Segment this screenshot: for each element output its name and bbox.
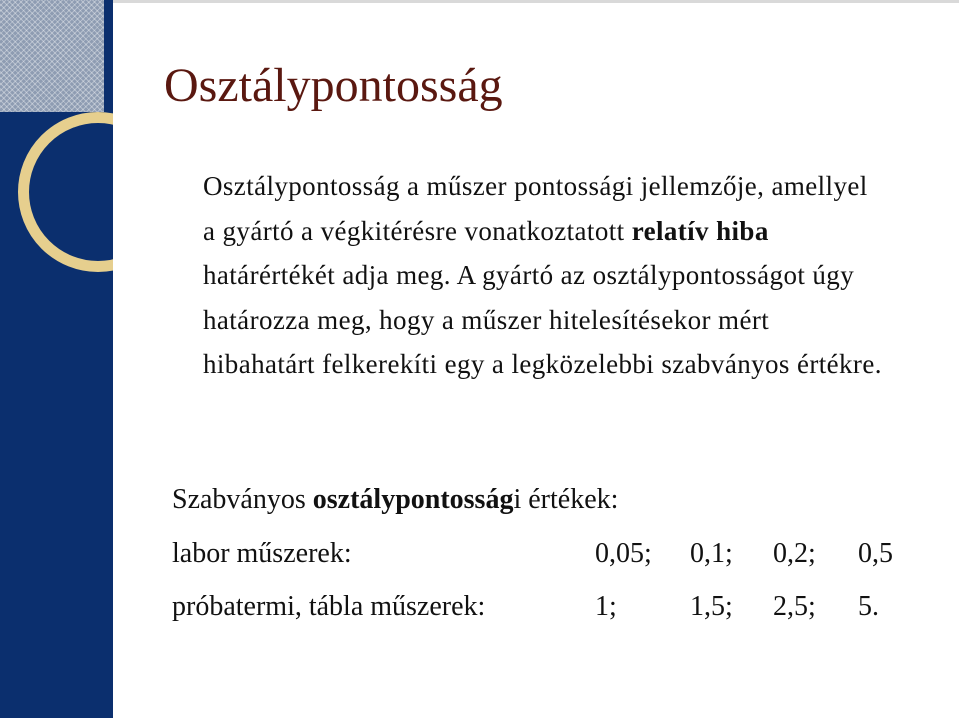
row-label: labor műszerek: bbox=[172, 538, 352, 569]
row-value: 0,5 bbox=[858, 538, 893, 569]
row-value: 0,2; bbox=[773, 538, 816, 569]
slide-title: Osztálypontosság bbox=[164, 59, 503, 112]
paragraph-bold-relative-error: relatív hiba bbox=[631, 215, 769, 246]
row-value: 5. bbox=[858, 591, 879, 622]
row-value: 0,1; bbox=[690, 538, 733, 569]
row-value: 1,5; bbox=[690, 591, 733, 622]
paragraph-text-1: Osztálypontosság a műszer pontossági jellemzője, amellyel a gyártó a végkitérésre vonatkoztatott bbox=[203, 171, 868, 246]
ring-mask bbox=[113, 100, 193, 290]
side-pattern-block bbox=[0, 0, 104, 112]
top-rule bbox=[113, 0, 959, 3]
standard-suffix: i értékek: bbox=[513, 484, 619, 515]
row-value: 1; bbox=[595, 591, 617, 622]
panel-instruments-row bbox=[0, 593, 959, 627]
lab-instruments-row bbox=[0, 540, 959, 574]
row-value: 2,5; bbox=[773, 591, 816, 622]
standard-values-heading bbox=[172, 486, 618, 514]
standard-bold-term: osztálypontosság bbox=[312, 484, 514, 515]
row-value: 0,05; bbox=[595, 538, 652, 569]
row-label: próbatermi, tábla műszerek: bbox=[172, 591, 486, 622]
definition-paragraph bbox=[203, 164, 883, 387]
paragraph-text-2: határértékét adja meg. A gyártó az osztálypontosságot úgy határozza meg, hogy a műszer hitelesítésekor mért hibahatárt felkerekíti egy a legközelebbi szabványos értékre. bbox=[203, 260, 882, 380]
standard-prefix: Szabványos bbox=[172, 484, 313, 515]
